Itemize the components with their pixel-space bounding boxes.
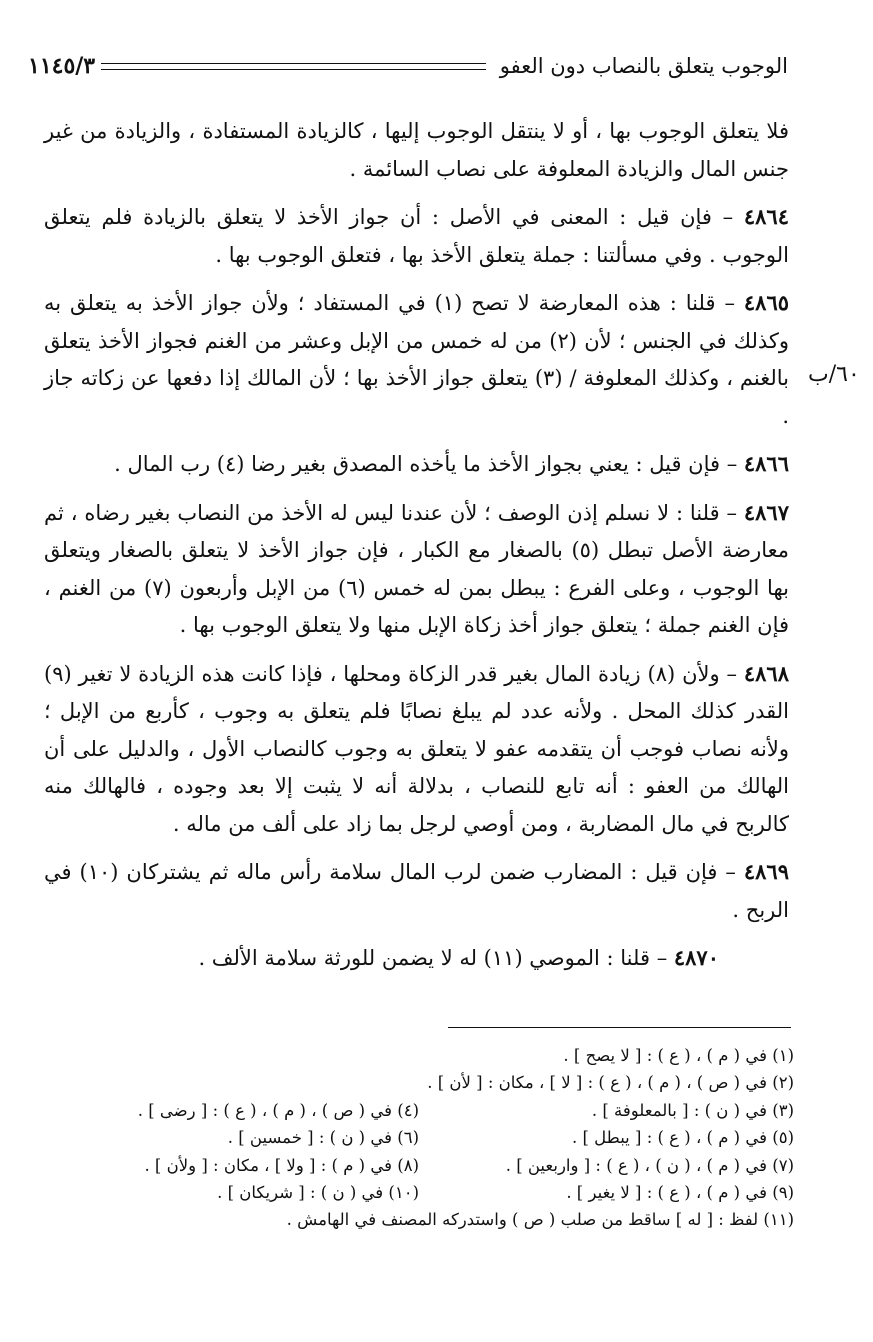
footnote-row [44, 1097, 794, 1124]
paragraph-text: – قلنا : هذه المعارضة لا تصح (١) في المستفاد ؛ ولأن جواز الأخذ به يتعلق به وكذلك في الجنس ؛ لأن (٢) من له خمس من الإبل وعشر من الغنم فجواز الأخذ يتعلق بالغنم ، وكذلك المعلوفة / (٣) يتعلق جواز الأخذ بها ؛ لأن المالك إذا دفعها عن زكاته جاز . [44, 291, 790, 428]
paragraph-4864 [44, 198, 789, 274]
footnote: (٧) في ( م ) ، ( ن ) ، ( ع ) : [ واربعين ] . [505, 1155, 794, 1175]
footnote: (١٠) في ( ن ) : [ شريكان ] . [217, 1183, 419, 1203]
paragraph-4865 [44, 284, 789, 435]
footnote-row [44, 1206, 794, 1233]
paragraph-number: ٤٨٧٠ [673, 945, 719, 970]
paragraph-4867 [44, 494, 789, 645]
footnote: (٢) في ( ص ) ، ( م ) ، ( ع ) : [ لا ] ، مكان : [ لأن ] . [427, 1073, 794, 1093]
paragraph-text: – فإن قيل : يعني بجواز الأخذ ما يأخذه المصدق بغير رضا (٤) رب المال . [114, 452, 744, 476]
footnote-row [44, 1124, 794, 1151]
paragraph-text: فلا يتعلق الوجوب بها ، أو لا ينتقل الوجوب إليها ، كالزيادة المستفادة ، والزيادة من غير جنس المال والزيادة المعلوفة على نصاب السائمة . [44, 119, 789, 181]
footnote: (١) في ( م ) ، ( ع ) : [ لا يصح ] . [563, 1046, 794, 1065]
paragraph-text: – ولأن (٨) زيادة المال بغير قدر الزكاة ومحلها ، فإذا كانت هذه الزيادة لا تغير (٩) القدر كذلك المحل . ولأنه عدد لم يبلغ نصابًا فلم يتعلق به وجوب ، كأربع من الإبل ؛ ولأنه نصاب فوجب أن يتقدمه عفو لا يتعلق به وجوب كالنصاب الأول ، والدليل على أن الهالك من العفو : أنه تابع للنصاب ، بدلالة أنه لا يثبت إلا بعد وجوده ، فالهالك منه كالربح في مال المضاربة ، ومن أوصي لرجل بما زاد على ألف من ماله . [44, 661, 789, 836]
footnote: (٨) في ( م ) : [ ولا ] ، مكان : [ ولأن ] . [144, 1155, 419, 1175]
footnote-row [44, 1069, 794, 1096]
footnote: (٥) في ( م ) ، ( ع ) : [ يبطل ] . [572, 1128, 794, 1148]
paragraph-number: ٤٨٦٥ [743, 290, 790, 315]
paragraph-4870 [44, 939, 789, 978]
paragraph-text: – فإن قيل : المعنى في الأصل : أن جواز الأخذ لا يتعلق بالزيادة فلم يتعلق الوجوب . وفي مسألتنا : جملة يتعلق الأخذ بها ، فتعلق الوجوب بها . [44, 205, 789, 267]
footnote: (٣) في ( ن ) : [ بالمعلوفة ] . [591, 1100, 794, 1120]
page-header [28, 46, 788, 86]
footnotes [44, 1042, 794, 1234]
margin-folio-note: ٦٠/ب [808, 362, 860, 387]
footnote: (٤) في ( ص ) ، ( م ) ، ( ع ) : [ رضى ] . [137, 1100, 419, 1120]
footnote: (٩) في ( م ) ، ( ع ) : [ لا يغير ] . [566, 1183, 794, 1203]
paragraph-number: ٤٨٦٧ [743, 499, 789, 525]
paragraph-4866 [44, 445, 789, 484]
paragraph-number: ٤٨٦٤ [743, 204, 789, 229]
paragraph-4868 [44, 655, 789, 844]
paragraph-4869 [44, 853, 789, 929]
footnote-row [44, 1042, 794, 1069]
footnote-row [44, 1152, 794, 1179]
page-number: ١١٤٥/٣ [28, 53, 96, 79]
paragraph-text: – فإن قيل : المضارب ضمن لرب المال سلامة رأس ماله ثم يشتركان (١٠) في الربح . [44, 860, 789, 922]
paragraph-intro [44, 112, 789, 188]
paragraph-text: – قلنا : الموصي (١١) له لا يضمن للورثة سلامة الألف . [198, 946, 674, 970]
paragraph-text: – قلنا : لا نسلم إذن الوصف ؛ لأن عندنا ليس له الأخذ من النصاب بغير رضاه ، ثم معارضة الأصل تبطل (٥) بالصغار مع الكبار ، فإن جواز الأخذ لا يتعلق بالصغار ويتعلق بها الوجوب ، وعلى الفرع : يبطل بمن له خمس (٦) من الإبل وأربعون (٧) من الغنم ، فإن الغنم جملة ؛ يتعلق جواز أخذ زكاة الإبل منها ولا يتعلق الوجوب بها . [44, 500, 790, 637]
footnote-row [44, 1179, 794, 1206]
footnote: (٦) في ( ن ) : [ خمسين ] . [227, 1128, 419, 1148]
footnote: (١١) لفظ : [ له ] ساقط من صلب ( ص ) واستدركه المصنف في الهامش . [286, 1210, 794, 1230]
main-text [44, 112, 789, 984]
header-rule [101, 63, 486, 70]
running-title: الوجوب يتعلق بالنصاب دون العفو [499, 54, 788, 78]
paragraph-number: ٤٨٦٩ [743, 859, 789, 884]
footnote-divider [448, 1027, 791, 1028]
paragraph-number: ٤٨٦٨ [743, 660, 789, 686]
paragraph-number: ٤٨٦٦ [743, 451, 789, 476]
